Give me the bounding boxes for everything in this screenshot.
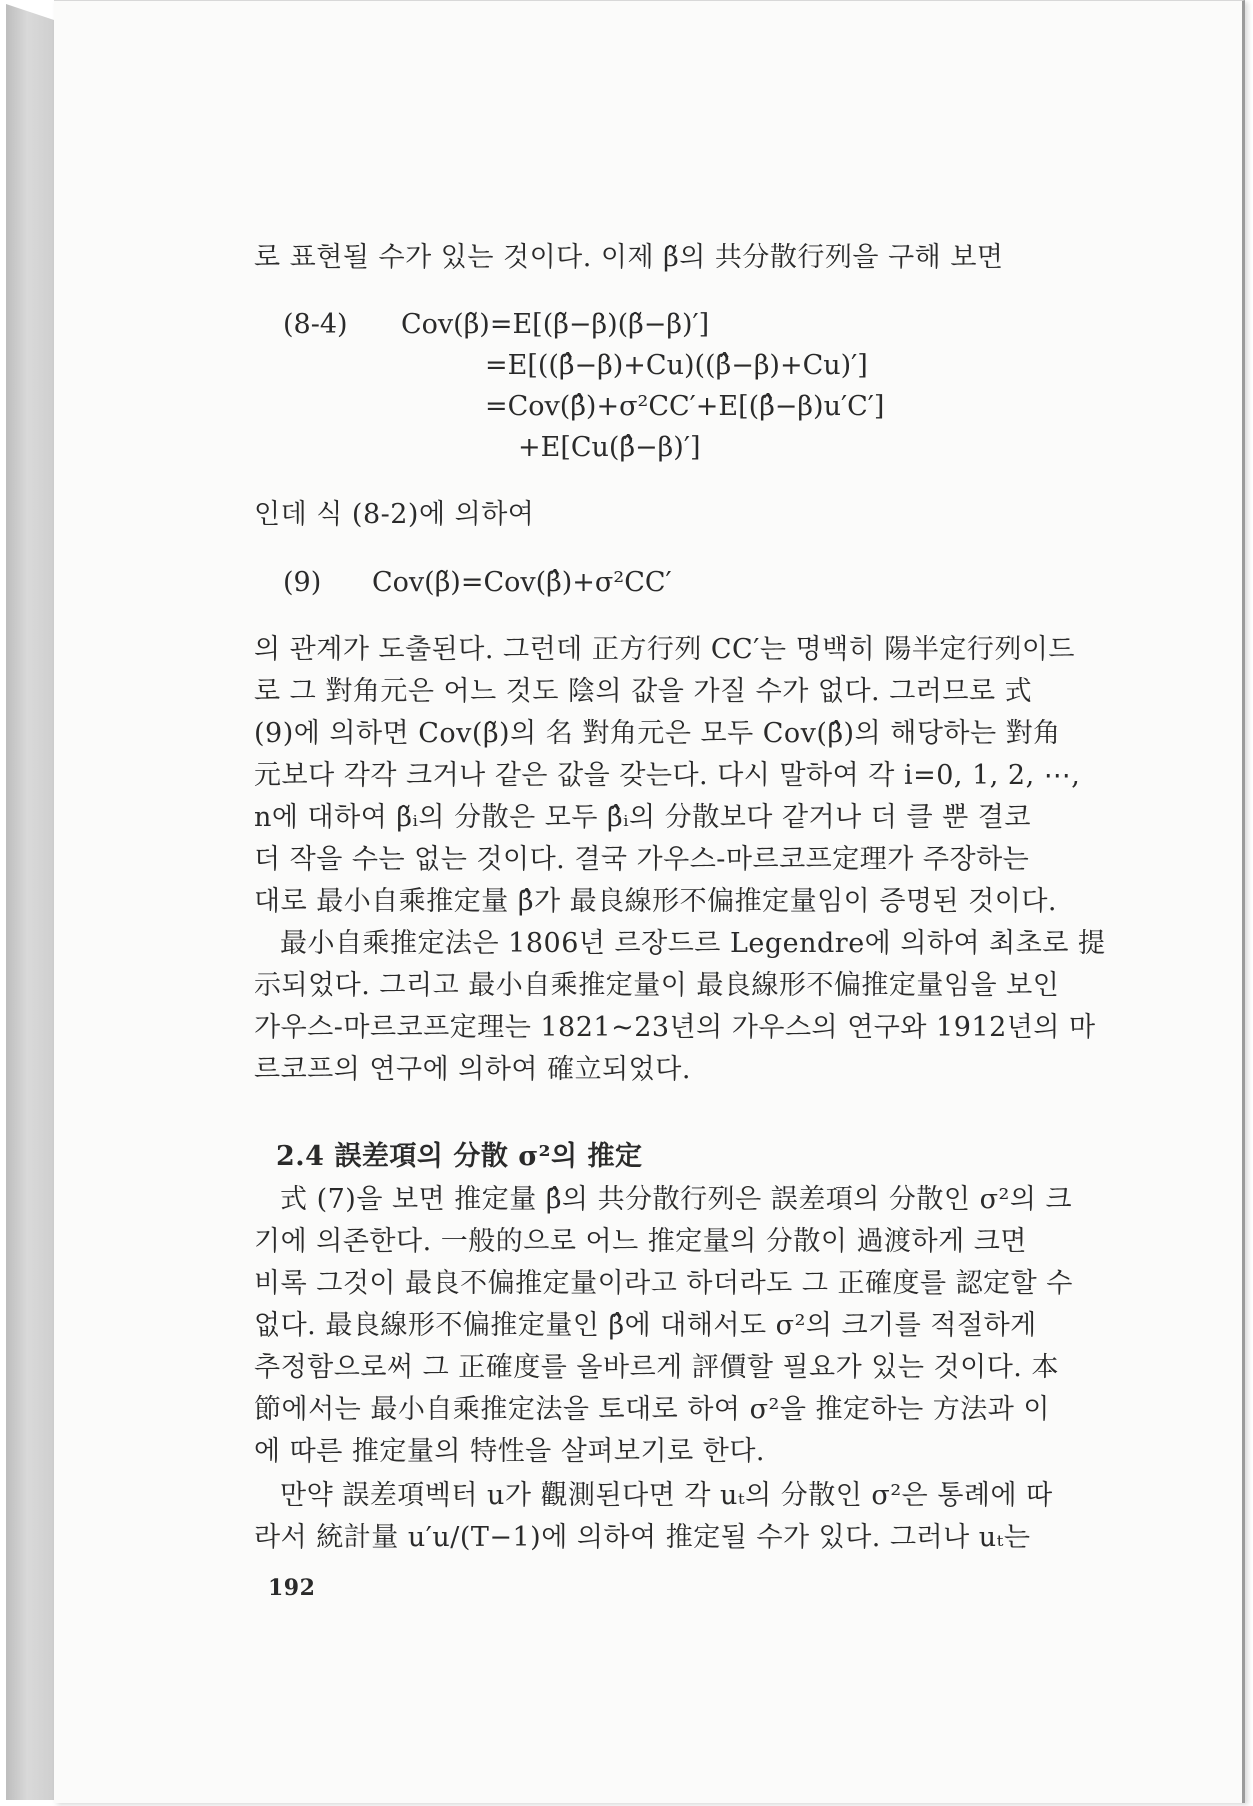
text-line: 가우스-마르코프定理는 1821~23년의 가우스의 연구와 1912년의 마 [254, 1012, 1096, 1043]
equation-label: (9) [283, 567, 322, 598]
equation-line: Cov(β̃)=E[(β̃−β)(β̃−β)′] [401, 309, 710, 340]
text-line: n에 대하여 β̃ᵢ의 分散은 모두 β̂ᵢ의 分散보다 같거나 더 클 뿐 결코 [254, 802, 1031, 833]
text-line: 式 (7)을 보면 推定量 β̂의 共分散行列은 誤差項의 分散인 σ²의 크 [280, 1184, 1073, 1215]
text-line: 最小自乘推定法은 1806년 르장드르 Legendre에 의하여 최초로 提 [280, 928, 1106, 959]
text-line: 추정함으로써 그 正確度를 올바르게 評價할 필요가 있는 것이다. 本 [254, 1352, 1059, 1383]
text-line: 대로 最小自乘推定量 β̂가 最良線形不偏推定量임이 증명된 것이다. [254, 886, 1058, 917]
text-line: 라서 統計量 u′u/(T−1)에 의하여 推定될 수가 있다. 그러나 uₜ는 [254, 1522, 1031, 1553]
text-line: 元보다 각각 크거나 같은 값을 갖는다. 다시 말하여 각 i=0, 1, 2, ⋯, [254, 760, 1081, 791]
text-line: (9)에 의하면 Cov(β̃)의 名 對角元은 모두 Cov(β̂)의 해당하는 對角 [254, 718, 1061, 749]
text-line: 없다. 最良線形不偏推定量인 β̂에 대해서도 σ²의 크기를 적절하게 [254, 1310, 1037, 1341]
text-line: 비록 그것이 最良不偏推定量이라고 하더라도 그 正確度를 認定할 수 [254, 1268, 1073, 1299]
text-line: 에 따른 推定量의 特性을 살펴보기로 한다. [254, 1436, 765, 1467]
text-line: 만약 誤差項벡터 u가 觀測된다면 각 uₜ의 分散인 σ²은 통례에 따 [280, 1480, 1053, 1511]
text-line: 로 표현될 수가 있는 것이다. 이제 β̃의 共分散行列을 구해 보면 [254, 242, 1004, 273]
equation-line: Cov(β̃)=Cov(β̂)+σ²CC′ [372, 567, 672, 598]
text-line: 의 관계가 도출된다. 그런데 正方行列 CC′는 명백히 陽半定行列이드 [254, 634, 1076, 665]
equation-line: =E[((β̂−β)+Cu)((β̂−β)+Cu)′] [485, 350, 868, 381]
text-line: 기에 의존한다. 一般的으로 어느 推定量의 分散이 過渡하게 크면 [254, 1226, 1027, 1257]
text-line: 示되었다. 그리고 最小自乘推定量이 最良線形不偏推定量임을 보인 [254, 970, 1060, 1001]
book-spine-edge [6, 4, 54, 1800]
page-number: 192 [268, 1575, 316, 1601]
equation-line: =Cov(β̂)+σ²CC′+E[(β̂−β)u′C′] [485, 391, 885, 422]
text-line: 더 작을 수는 없는 것이다. 결국 가우스-마르코프定理가 주장하는 [254, 844, 1030, 875]
equation-line: +E[Cu(β̂−β)′] [518, 432, 701, 463]
text-line: 인데 식 (8-2)에 의하여 [254, 499, 535, 530]
section-heading: 2.4 誤差項의 分散 σ²의 推定 [276, 1141, 643, 1172]
text-line: 節에서는 最小自乘推定法을 토대로 하여 σ²을 推定하는 方法과 이 [254, 1394, 1050, 1425]
text-line: 로 그 對角元은 어느 것도 陰의 값을 가질 수가 없다. 그러므로 式 [254, 676, 1033, 707]
equation-label: (8-4) [283, 309, 348, 340]
text-line: 르코프의 연구에 의하여 確立되었다. [254, 1054, 691, 1085]
